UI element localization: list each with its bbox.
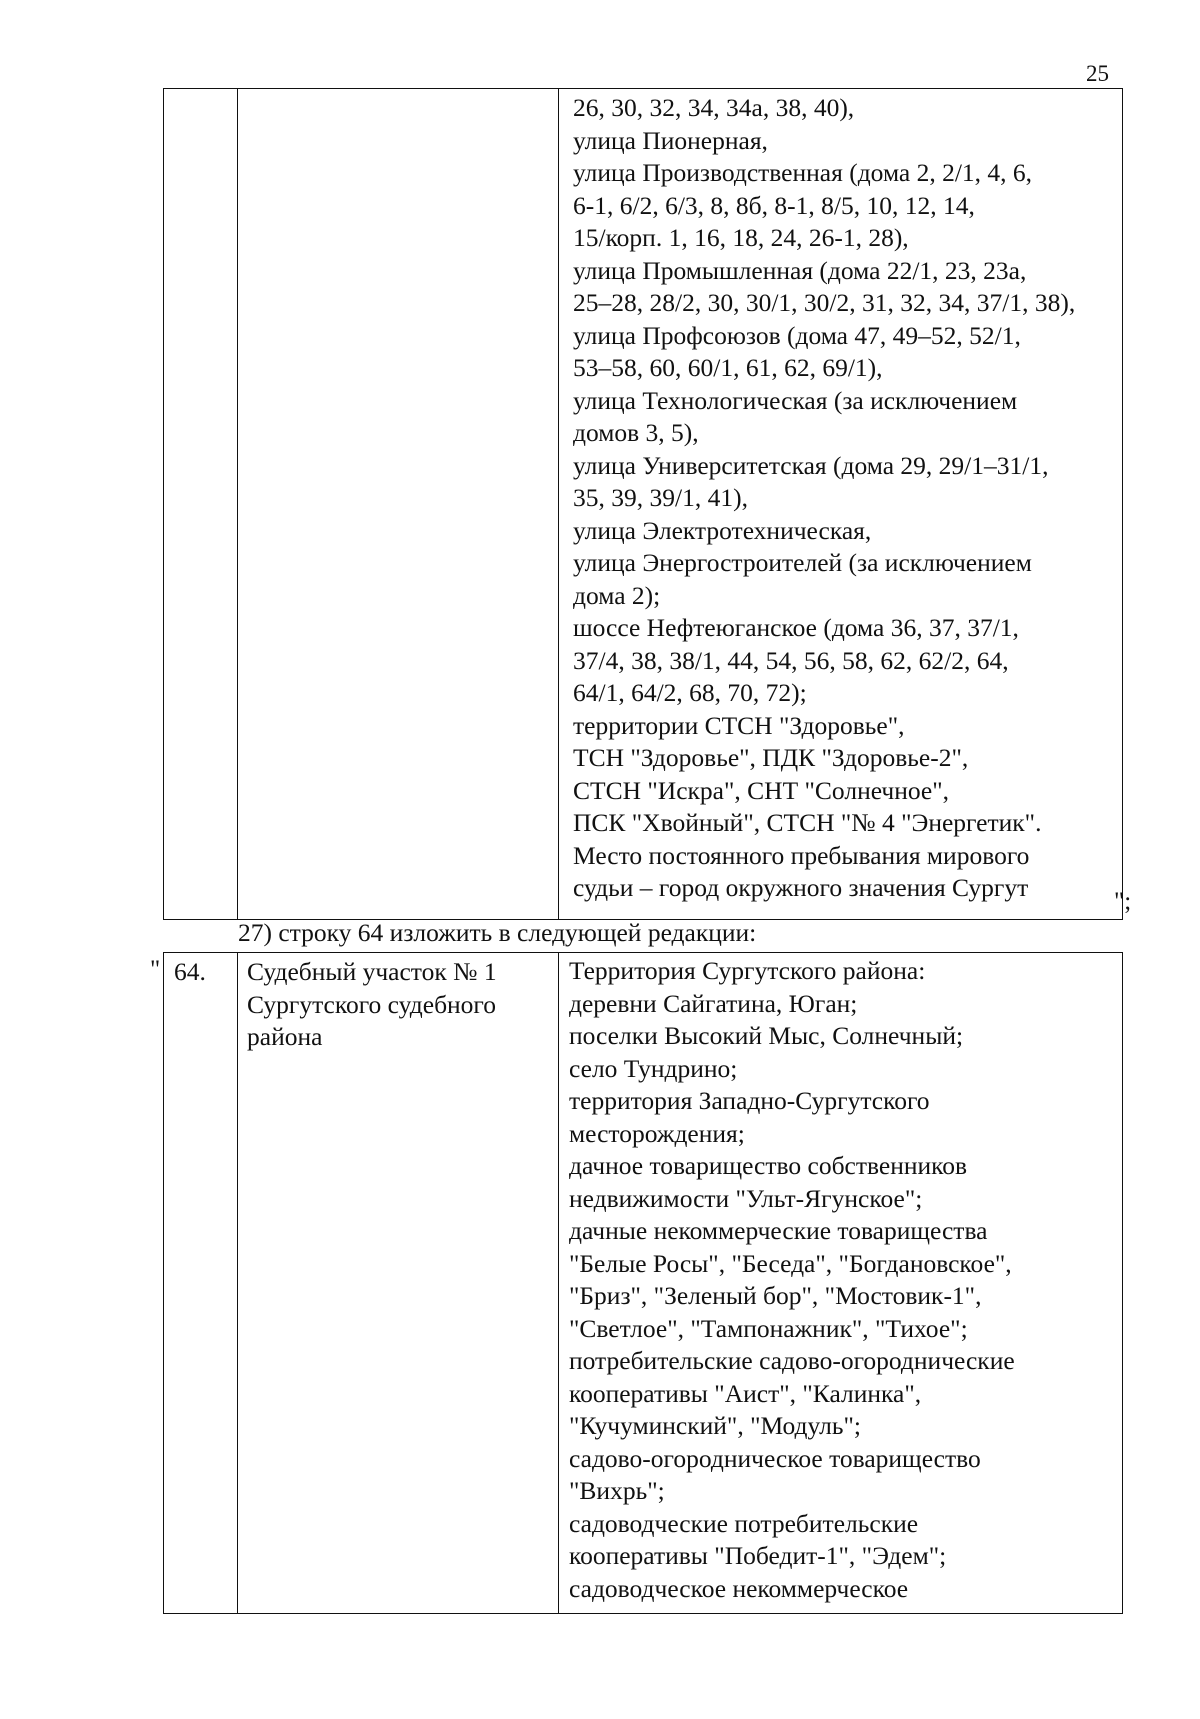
text-line: 37/4, 38, 38/1, 44, 54, 56, 58, 62, 62/2, 64, [573,645,1009,675]
amendment-instruction: 27) строку 64 изложить в следующей редакции: [238,918,757,947]
court-cell [238,89,559,920]
text-line: домов 3, 5), [573,418,699,447]
text-line: кооперативы "Аист", "Калинка", [569,1378,922,1408]
territory-lines [559,89,1122,905]
text-line: района [247,1022,323,1051]
text-line: судьи – город окружного значения Сургут [573,873,1029,902]
text-line: деревни Сайгатина, Юган; [569,988,858,1018]
court-name-lines [238,953,558,1054]
text-line: садово-огородническое товарищество [569,1443,981,1473]
text-line: дачное товарищество собственников [569,1151,968,1180]
text-line: ПСК "Хвойный", СТСН "№ 4 "Энергетик". [573,808,1042,837]
text-line: 64/1, 64/2, 68, 70, 72); [573,678,807,707]
territory-cell [559,953,1123,1614]
text-line: улица Университетская (дома 29, 29/1–31/1, [573,450,1049,480]
text-line: садоводческие потребительские [569,1508,919,1538]
opening-quote-mark: " [150,956,161,983]
text-line: шоссе Нефтеюганское (дома 36, 37, 37/1, [573,613,1019,642]
territory-lines [559,953,1122,1605]
territory-cell [559,89,1123,920]
text-line: Территория Сургутского района: [569,956,926,985]
text-line: улица Профсоюзов (дома 47, 49–52, 52/1, [573,320,1021,350]
text-line: дома 2); [573,580,661,610]
text-line: дачные некоммерческие товарищества [569,1216,988,1245]
text-line: потребительские садово-огороднические [569,1346,1015,1375]
text-line: Сургутского судебного [247,989,497,1019]
row-64-table [163,952,1123,1614]
text-line: село Тундрино; [569,1053,738,1083]
court-cell [238,953,559,1614]
text-line: территория Западно-Сургутского [569,1086,930,1115]
text-line: ТСН "Здоровье", ПДК "Здоровье-2", [573,743,969,772]
text-line: улица Энергостроителей (за исключением [573,548,1032,577]
text-line: Судебный участок № 1 [247,957,497,986]
table-row [164,89,1123,920]
text-line: СТСН "Искра", СНТ "Солнечное", [573,775,950,805]
text-line: "Вихрь"; [569,1476,665,1505]
closing-quote-mark: "; [1114,888,1132,915]
continuation-table [163,88,1123,920]
text-line: Место постоянного пребывания мирового [573,840,1030,870]
text-line: 35, 39, 39/1, 41), [573,483,748,512]
text-line: улица Электротехническая, [573,515,872,545]
text-line: "Кучуминский", "Модуль"; [569,1411,861,1440]
text-line: "Бриз", "Зеленый бор", "Мостовик-1", [569,1281,982,1310]
text-line: месторождения; [569,1118,745,1148]
text-line: 25–28, 28/2, 30, 30/1, 30/2, 31, 32, 34, 37/1, 38), [573,288,1076,317]
text-line: 26, 30, 32, 34, 34а, 38, 40), [573,93,855,122]
text-line: недвижимости "Ульт-Ягунское"; [569,1183,923,1213]
text-line: "Белые Росы", "Беседа", "Богдановское", [569,1248,1012,1278]
text-line: поселки Высокий Мыс, Солнечный; [569,1021,964,1050]
number-cell [164,89,238,920]
text-line: садоводческое некоммерческое [569,1573,909,1603]
text-line: "Светлое", "Тампонажник", "Тихое"; [569,1313,968,1343]
text-line: территории СТСН "Здоровье", [573,710,905,740]
number-cell [164,953,238,1614]
text-line: улица Промышленная (дома 22/1, 23, 23а, [573,255,1027,285]
row-number: 64. [174,957,206,986]
text-line: улица Технологическая (за исключением [573,385,1018,415]
text-line: улица Пионерная, [573,125,768,155]
text-line: 53–58, 60, 60/1, 61, 62, 69/1), [573,353,883,382]
text-line: 6-1, 6/2, 6/3, 8, 8б, 8-1, 8/5, 10, 12, 14, [573,190,975,220]
text-line: кооперативы "Победит-1", "Эдем"; [569,1541,947,1570]
text-line: 15/корп. 1, 16, 18, 24, 26-1, 28), [573,223,909,252]
text-line: улица Производственная (дома 2, 2/1, 4, 6, [573,158,1033,187]
page-number: 25 [1086,61,1109,86]
table-row [164,953,1123,1614]
